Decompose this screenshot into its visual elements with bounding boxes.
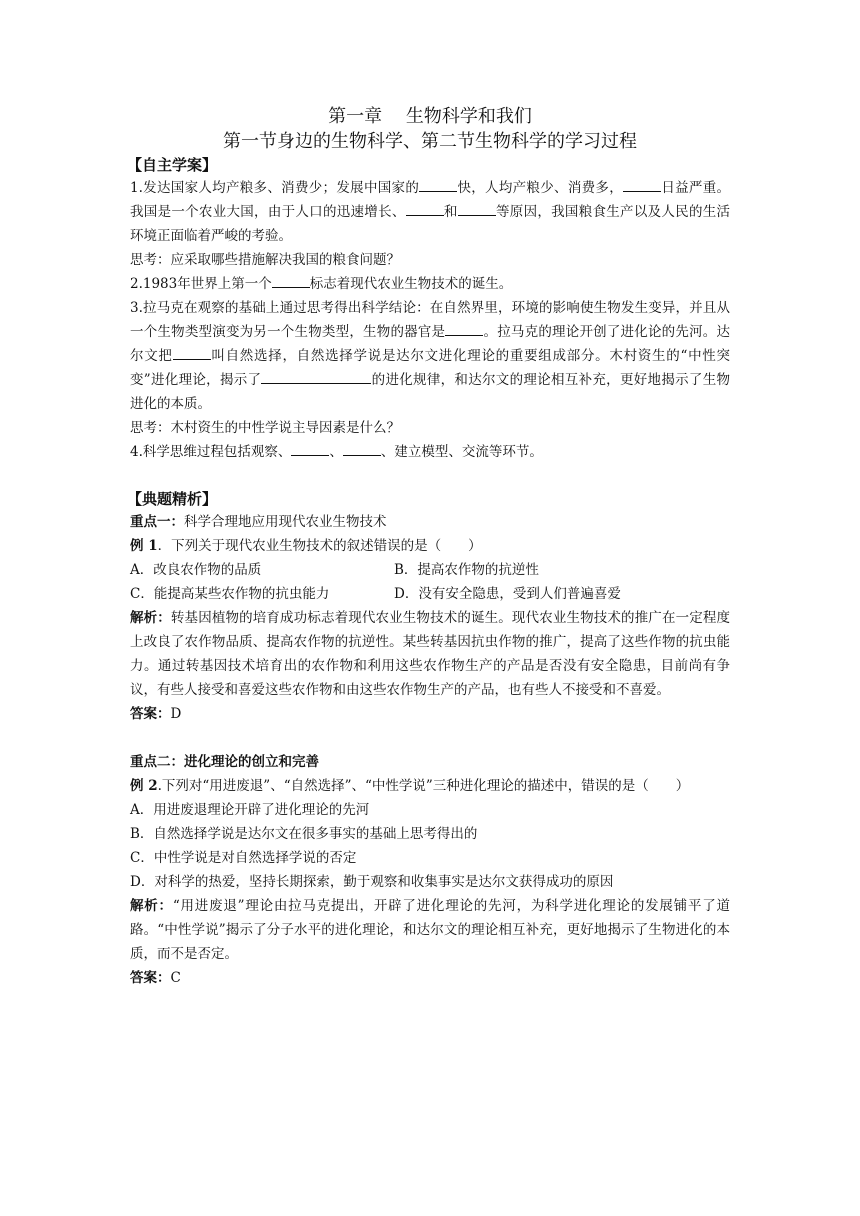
question-1: 1.发达国家人均产粮多、消费少；发展中国家的 快，人均产粮少、消费多， 日益严重。我国是一个农业大国，由于人口的迅速增长、 和 等原因，我国粮食生产以及人民的生活环境正面临着严峻的考验。 xyxy=(130,176,730,248)
blank xyxy=(623,177,661,192)
question-4: 4.科学思维过程包括观察、 、 、建立模型、交流等环节。 xyxy=(130,440,730,464)
blank xyxy=(173,345,211,360)
option-d: D．对科学的热爱，坚持长期探索，勤于观察和收集事实是达尔文获得成功的原因 xyxy=(130,874,614,890)
example-1-options-row-2 xyxy=(130,582,730,606)
blank xyxy=(261,369,371,384)
option-b: B．自然选择学说是达尔文在很多事实的基础上思考得出的 xyxy=(130,826,478,842)
blank xyxy=(445,321,483,336)
blank xyxy=(343,441,381,456)
blank xyxy=(272,273,310,288)
answer-1: 答案：D xyxy=(130,706,182,722)
example-1: 例 1．下列关于现代农业生物技术的叙述错误的是（ ） xyxy=(130,538,482,554)
blank xyxy=(406,201,444,216)
blank xyxy=(458,201,496,216)
example-1-options-row-1 xyxy=(130,558,730,582)
option-a: A．改良农作物的品质 xyxy=(130,562,262,578)
question-2: 2.1983年世界上第一个 标志着现代农业生物技术的诞生。 xyxy=(130,272,730,296)
analysis-2: 解析：“用进废退”理论由拉马克提出，开辟了进化理论的先河，为科学进化理论的发展铺平了道路。“中性学说”揭示了分子水平的进化理论，和达尔文的理论相互补充，更好地揭示了生物进化的本质，而不是否定。 xyxy=(130,898,730,962)
answer-2: 答案：C xyxy=(130,970,181,986)
option-a: A．用进废退理论开辟了进化理论的先河 xyxy=(130,802,370,818)
blank xyxy=(291,441,329,456)
think-1: 思考：应采取哪些措施解决我国的粮食问题？ xyxy=(130,252,400,268)
chapter-title: 第一章 生物科学和我们 xyxy=(328,106,532,127)
option-c: C．中性学说是对自然选择学说的否定 xyxy=(130,850,357,866)
example-2: 例 2.下列对“用进废退”、“自然选择”、“中性学说”三种进化理论的描述中，错误的是（ ） xyxy=(130,778,690,794)
key-point-2: 重点二：进化理论的创立和完善 xyxy=(130,754,319,770)
analysis-1: 解析：转基因植物的培育成功标志着现代农业生物技术的诞生。现代农业生物技术的推广在一定程度上改良了农作物品质、提高农作物的抗逆性。某些转基因抗虫作物的推广，提高了这些作物的抗虫能力。通过转基因技术培育出的农作物和利用这些农作物生产的产品是否没有安全隐患，目前尚有争议，有些人接受和喜爱这些农作物和由这些农作物生产的产品，也有些人不接受和不喜爱。 xyxy=(130,610,731,698)
option-b: B．提高农作物的抗逆性 xyxy=(394,562,539,578)
think-3: 思考：木村资生的中性学说主导因素是什么？ xyxy=(130,420,400,436)
self-study-heading: 【自主学案】 xyxy=(127,156,218,174)
section-title: 第一节身边的生物科学、第二节生物科学的学习过程 xyxy=(223,131,637,152)
option-c: C．能提高某些农作物的抗虫能力 xyxy=(130,586,330,602)
option-d: D．没有安全隐患，受到人们普遍喜爱 xyxy=(394,586,621,602)
key-point-1: 重点一：科学合理地应用现代农业生物技术 xyxy=(130,514,387,530)
blank xyxy=(419,177,457,192)
question-3: 3.拉马克在观察的基础上通过思考得出科学结论：在自然界里，环境的影响使生物发生变异，并且从一个生物类型演变为另一个生物类型，生物的器官是 。拉马克的理论开创了进化论的先河。达尔文把 叫自然选择，自然选择学说是达尔文进化理论的重要组成部分。木村资生的“中性突变”进化理论，揭示了 的进化规律，和达尔文的理论相互补充，更好地揭示了生物进化的本质。 xyxy=(130,300,731,412)
document-page xyxy=(127,104,731,990)
examples-heading: 【典题精析】 xyxy=(127,490,218,508)
